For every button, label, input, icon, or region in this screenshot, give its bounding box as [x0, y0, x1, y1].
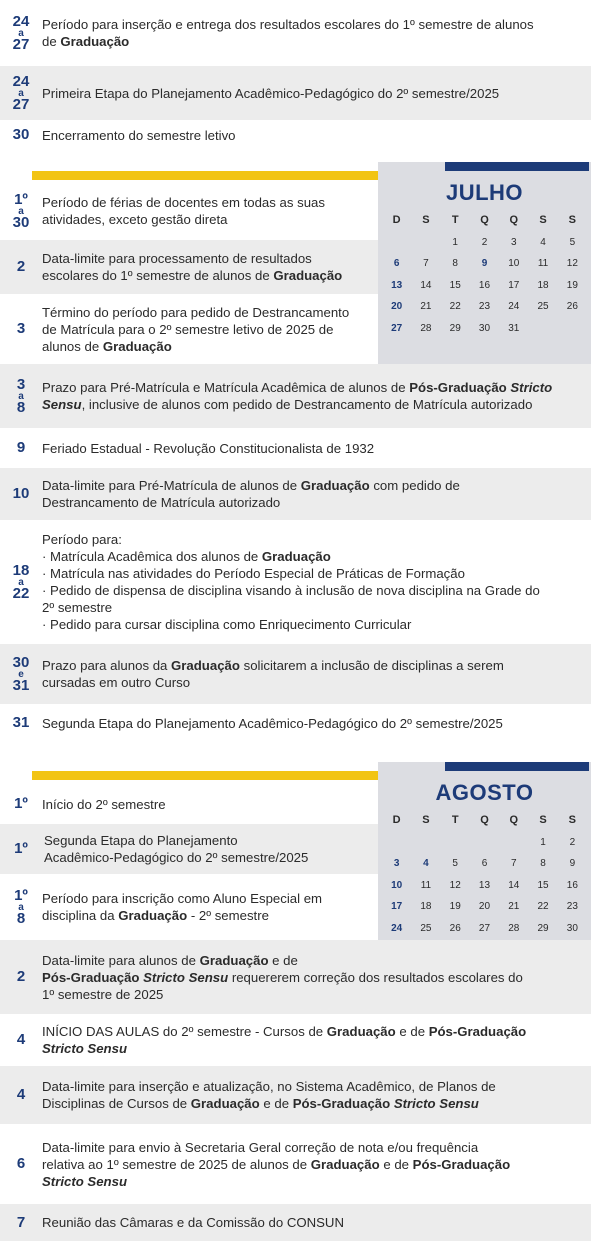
event-date: 18 a 22 [12, 561, 30, 602]
calendar-day: 1 [452, 236, 458, 248]
calendar-day: 31 [508, 322, 520, 334]
event-description: Segunda Etapa do Planejamento Acadêmico-Pedagógico do 2º semestre/2025 [42, 715, 503, 731]
event-description: Início do 2º semestre [42, 796, 166, 812]
calendar-day: 4 [540, 236, 546, 248]
calendar-weekday-header: D [392, 814, 401, 826]
calendar-day: 12 [449, 879, 461, 891]
event-date: 4 [16, 1031, 26, 1048]
calendar-day: 16 [478, 279, 491, 291]
calendar-day: 17 [508, 279, 520, 291]
calendar-day: 29 [449, 322, 461, 334]
calendar-day: 19 [449, 901, 461, 912]
event-date: 10 [12, 485, 30, 502]
calendar-day: 22 [537, 901, 549, 912]
calendar-day: 1 [540, 836, 546, 848]
calendar-day: 11 [537, 258, 549, 269]
calendar-day: 7 [423, 258, 429, 269]
event-row [0, 704, 591, 742]
calendar-day: 15 [449, 279, 461, 291]
event-description: Data-limite para envio à Secretaria Geral correção de nota e/ou frequência relativa ao 1º semestre de 2025 de alunos de Graduação e de Pós-Graduação Stricto Sensu [42, 1139, 511, 1189]
event-row [0, 1066, 591, 1124]
event-row [0, 468, 591, 520]
calendar-empty-cell [499, 832, 528, 854]
calendar-day: 3 [511, 236, 517, 248]
calendar-august [378, 762, 591, 964]
calendar-weekday-header: S [422, 814, 430, 826]
event-description: Data-limite para inserção e atualização, no Sistema Acadêmico, de Planos de Disciplinas de Cursos de Graduação e de Pós-Graduação Stricto Sensu [42, 1079, 496, 1111]
event-date: 24 a 27 [12, 72, 30, 113]
event-row [0, 520, 591, 644]
calendar-day: 14 [420, 279, 432, 291]
event-date: 1º [14, 840, 28, 857]
calendar-day: 9 [481, 258, 488, 269]
event-row [0, 644, 591, 704]
event-date: 1º [14, 795, 28, 812]
calendar-empty-cell [382, 232, 411, 254]
event-row [0, 364, 591, 428]
event-date: 1º a 30 [12, 190, 30, 231]
calendar-july [378, 162, 591, 364]
event-date: 7 [16, 1213, 26, 1231]
calendar-day: 26 [449, 922, 461, 934]
calendar-weekday-header: Q [509, 214, 519, 226]
event-description: Período para: · Matrícula Acadêmica dos alunos de Graduação · Matrícula nas atividades do Período Especial de Práticas de Formação · Pedido de dispensa de disciplina visando à inclusão de nova disciplina na Grade do 2º semestre · Pedido para cursar disciplina como Enriquecimento Curricular [42, 532, 540, 632]
calendar-day: 29 [537, 922, 549, 934]
event-row [0, 120, 591, 150]
event-description: INÍCIO DAS AULAS do 2º semestre - Cursos de Graduação e de Pós-Graduação Stricto Sensu [42, 1024, 527, 1056]
calendar-empty-cell [411, 232, 440, 254]
calendar-header-bar [445, 162, 589, 171]
event-date: 9 [16, 439, 26, 456]
event-row [0, 874, 378, 940]
calendar-empty-cell [441, 832, 470, 854]
calendar-month-title: JULHO [445, 180, 524, 205]
event-description: Término do período para pedido de Destrancamento de Matrícula para o 2º semestre letivo de 2025 de alunos de Graduação [42, 304, 350, 354]
calendar-day: 23 [566, 901, 578, 912]
event-description: Primeira Etapa do Planejamento Acadêmico-Pedagógico do 2º semestre/2025 [42, 85, 500, 101]
event-date: 1º a 8 [14, 886, 28, 927]
calendar-grid [382, 810, 587, 961]
event-date: 3 a 8 [16, 375, 26, 416]
calendar-day: 2 [481, 236, 488, 248]
calendar-day: 20 [478, 901, 491, 912]
calendar-day: 20 [391, 301, 403, 312]
calendar-day: 27 [391, 322, 403, 334]
calendar-day: 10 [508, 258, 520, 269]
calendar-day: 10 [391, 879, 403, 891]
calendar-weekday-header: Q [509, 814, 519, 826]
calendar-day: 19 [566, 279, 578, 291]
event-date: 31 [12, 714, 30, 731]
event-date: 3 [16, 320, 26, 337]
event-row [0, 1124, 591, 1204]
event-row [0, 294, 378, 364]
event-date: 24 a 27 [12, 12, 30, 53]
event-description: Segunda Etapa do Planejamento Acadêmico-Pedagógico do 2º semestre/2025 [44, 833, 309, 865]
calendar-day: 4 [423, 858, 429, 869]
calendar-weekday-header: S [422, 214, 430, 226]
calendar-weekday-header: S [539, 214, 547, 226]
calendar-header-bar [445, 762, 589, 771]
calendar-day: 12 [566, 258, 578, 269]
section-divider-yellow [32, 171, 408, 180]
calendar-day: 25 [537, 301, 549, 312]
calendar-day: 25 [420, 922, 432, 934]
calendar-weekday-header: T [451, 814, 459, 826]
calendar-day: 21 [508, 901, 520, 912]
event-description: Prazo para alunos da Graduação solicitarem a inclusão de disciplinas a serem cursadas em outro Curso [42, 658, 504, 690]
calendar-day: 18 [537, 279, 549, 291]
event-date: 30 e 31 [12, 653, 30, 694]
calendar-empty-cell [382, 832, 411, 854]
event-date: 2 [16, 258, 26, 275]
event-description: Período para inserção e entrega dos resultados escolares do 1º semestre de alunos de Graduação [42, 17, 534, 49]
calendar-day: 8 [452, 258, 458, 269]
event-description: Período para inscrição como Aluno Especial em disciplina da Graduação - 2º semestre [42, 891, 323, 923]
calendar-day: 21 [420, 301, 432, 312]
calendar-day: 27 [478, 922, 491, 934]
event-description: Data-limite para Pré-Matrícula de alunos de Graduação com pedido de Destrancamento de Matrícula autorizado [42, 478, 460, 510]
calendar-day: 6 [481, 858, 488, 869]
calendar-empty-cell [558, 318, 587, 340]
calendar-day: 5 [452, 858, 458, 869]
event-date: 2 [16, 968, 26, 985]
calendar-day: 16 [566, 879, 578, 891]
calendar-day: 9 [569, 858, 576, 869]
calendar-day: 17 [391, 901, 403, 912]
calendar-day: 6 [393, 258, 400, 269]
event-row [0, 182, 378, 240]
calendar-day: 2 [569, 836, 576, 848]
calendar-day: 24 [391, 922, 403, 934]
calendar-day: 3 [393, 858, 400, 869]
section-divider-yellow [32, 771, 408, 780]
event-date: 30 [12, 126, 30, 143]
event-description: Prazo para Pré-Matrícula e Matrícula Acadêmica de alunos de Pós-Graduação Stricto Sensu, inclusive de alunos com pedido de Destrancamento de Matrícula autorizado [42, 380, 553, 412]
calendar-day: 11 [420, 879, 432, 891]
event-row [0, 1204, 591, 1241]
calendar-day: 26 [566, 301, 578, 312]
calendar-day: 13 [478, 879, 491, 891]
calendar-weekday-header: S [539, 814, 547, 826]
event-description: Período de férias de docentes em todas as suas atividades, exceto gestão direta [42, 195, 325, 227]
calendar-day: 24 [508, 301, 520, 312]
event-description: Feriado Estadual - Revolução Constitucionalista de 1932 [42, 440, 375, 456]
calendar-day: 5 [569, 236, 576, 248]
event-description: Data-limite para processamento de resultados escolares do 1º semestre de alunos de Graduação [42, 251, 343, 283]
event-row [0, 784, 378, 824]
calendar-day: 22 [449, 301, 461, 312]
calendar-weekday-header: S [568, 814, 577, 826]
calendar-weekday-header: S [568, 214, 577, 226]
calendar-weekday-header: D [392, 214, 401, 226]
calendar-day: 14 [508, 879, 520, 891]
calendar-weekday-header: T [451, 214, 459, 226]
calendar-day: 28 [420, 322, 432, 334]
event-row [0, 0, 591, 66]
event-row [0, 940, 591, 1014]
event-description: Reunião das Câmaras e da Comissão do CONSUN [42, 1215, 344, 1230]
event-row [0, 824, 378, 874]
calendar-day: 8 [540, 858, 546, 869]
event-row [0, 66, 591, 120]
event-description: Data-limite para alunos de Graduação e de Pós-Graduação Stricto Sensu requererem correção dos resultados escolares do 1º semestre de 2025 [42, 952, 523, 1002]
calendar-empty-cell [470, 832, 499, 854]
event-row [0, 428, 591, 468]
calendar-empty-cell [411, 832, 440, 854]
calendar-day: 7 [511, 858, 517, 869]
calendar-grid [382, 210, 587, 339]
calendar-day: 13 [391, 279, 403, 291]
calendar-day: 28 [508, 922, 520, 934]
event-date: 6 [16, 1155, 26, 1172]
event-row [0, 240, 378, 294]
calendar-day: 23 [478, 301, 491, 312]
calendar-day: 18 [420, 901, 432, 912]
calendar-day: 30 [566, 922, 578, 934]
calendar-empty-cell [528, 318, 557, 340]
calendar-day: 15 [537, 879, 549, 891]
calendar-weekday-header: Q [480, 214, 489, 226]
event-date: 4 [16, 1086, 26, 1103]
calendar-day: 30 [478, 322, 491, 334]
calendar-weekday-header: Q [480, 814, 489, 826]
calendar-month-title: AGOSTO [435, 780, 534, 805]
event-row [0, 1014, 591, 1066]
event-description: Encerramento do semestre letivo [42, 127, 236, 143]
